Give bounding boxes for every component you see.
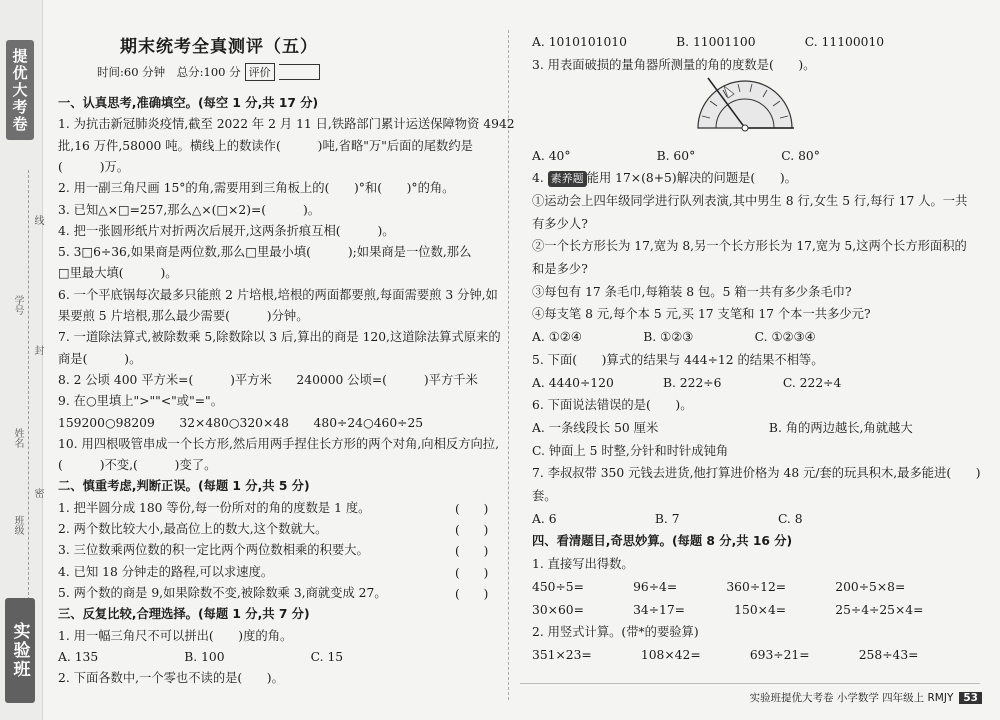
question-line: A. 1010101010 B. 11001100 C. 11100010 [532,35,885,49]
protractor-image [690,76,800,134]
question-line: A. 一条线段长 50 厘米 B. 角的两边越长,角就越大 [532,420,913,435]
section-heading: 四、看清题目,奇思妙算。(每题 8 分,共 16 分) [532,534,793,549]
question-line: 2. 两个数比较大小,最高位上的数大,这个数就大。 [58,522,328,536]
question-line [532,170,797,187]
question-line: 套。 [532,489,557,503]
question-line: 5. 3□6÷36,如果商是两位数,那么□里最小填( );如果商是一位数,那么 [58,245,472,260]
question-line: 30×60= 34÷17= 150×4= 25÷4÷25×4= [532,602,924,617]
question-line: 6. 下面说法错误的是( )。 [532,398,693,413]
question-line: ④每支笔 8 元,每个本 5 元,买 17 支笔和 17 个本一共多少元? [532,307,871,322]
question-line: 4. 把一张圆形纸片对折两次后展开,这两条折痕互相( )。 [58,223,395,238]
answer-paren[interactable]: ( ) [455,586,489,601]
footer-rule [520,683,980,684]
question-line: 159200○98209 32×480○320×48 480÷24○460÷25 [58,415,424,430]
label-xian: 线 [32,215,43,225]
page-number: 53 [959,692,982,704]
question-line: ②一个长方形长为 17,宽为 8,另一个长方形长为 17,宽为 5,这两个长方形面积的 [532,239,967,254]
question-line: 3. 已知△×□=257,那么△×(□×2)=( )。 [58,202,321,217]
label-banji: 班级 [12,515,23,535]
answer-paren[interactable]: ( ) [455,501,489,516]
question-line: 2. 下面各数中,一个零也不读的是( )。 [58,671,284,686]
footer-text: 实验班提优大考卷 小学数学 四年级上 RMJY [749,692,954,704]
question-line: 4. 已知 18 分钟走的路程,可以求速度。 [58,564,274,579]
pingjia-box[interactable] [279,64,320,80]
question-line: 8. 2 公顷 400 平方米=( )平方米 240000 公顷=( )平方千米 [58,372,478,387]
question-line: 商是( )。 [58,351,142,366]
question-line: 和是多少? [532,262,588,276]
question-line: □里最大填( )。 [58,266,178,281]
side-strip [0,0,43,720]
question-line: 2. 用一副三角尺画 15°的角,需要用到三角板上的( )°和( )°的角。 [58,181,455,196]
question-line: 9. 在○里填上">""<"或"="。 [58,394,223,409]
question-line: 果要煎 5 片培根,那么最少需要( )分钟。 [58,309,309,323]
brand-logo-bottom: 实验班 [5,598,35,703]
question-line: 7. 李叔叔带 350 元钱去进货,他打算进价格为 48 元/套的玩具积木,最多能进( ) [532,466,981,481]
answer-paren[interactable]: ( ) [455,565,489,580]
answer-paren[interactable]: ( ) [455,544,489,559]
question-line: 10. 用四根吸管串成一个长方形,然后用两手捏住长方形的两个对角,向相反方向拉, [58,436,499,451]
question-line: 6. 一个平底锅每次最多只能煎 2 片培根,培根的两面都要煎,每面需要煎 3 分钟,如 [58,287,498,302]
question-line: 5. 两个数的商是 9,如果除数不变,被除数乘 3,商就变成 27。 [58,585,387,600]
question-line: 批,16 万件,58000 吨。横线上的数读作( )吨,省略"万"后面的尾数约是 [58,138,473,153]
section-heading: 三、反复比较,合理选择。(每题 1 分,共 7 分) [58,607,310,622]
binding-line [28,170,29,600]
question-line: A. 6 B. 7 C. 8 [532,511,803,526]
label-feng: 封 [32,345,43,355]
exam-meta [97,63,320,81]
section-heading: 二、慎重考虑,判断正误。(每题 1 分,共 5 分) [58,479,310,494]
question-line: 5. 下面( )算式的结果与 444÷12 的结果不相等。 [532,352,824,367]
question-line: A. ①②④ B. ①②③ C. ①②③④ [532,330,816,345]
label-xingming: 姓名 [12,428,23,448]
brand-logo-top: 提优大考卷 [6,40,34,140]
question-line: 7. 一道除法算式,被除数乘 5,除数除以 3 后,算出的商是 120,这道除法算式原来的 [58,330,501,345]
question-line: ①运动会上四年级同学进行队列表演,其中男生 8 行,女生 5 行,每行 17 人。一共 [532,193,968,208]
question-line: 450÷5= 96÷4= 360÷12= 200÷5×8= [532,579,906,594]
question-line: A. 135 B. 100 C. 15 [58,649,344,664]
question-line: ③每包有 17 条毛巾,每箱装 8 包。5 箱一共有多少条毛巾? [532,284,852,299]
exam-title: 期末统考全真测评（五） [120,37,318,57]
pingjia-label: 评价 [245,63,275,81]
footer [749,690,982,705]
question-line: 1. 用一幅三角尺不可以拼出( )度的角。 [58,628,293,643]
label-xuehao: 学号 [12,295,23,315]
question-line: 351×23= 108×42= 693÷21= 258÷43= [532,647,919,662]
question-line: 3. 用表面破损的量角器所测量的角的度数是( )。 [532,57,816,72]
question-line: 1. 为抗击新冠肺炎疫情,截至 2022 年 2 月 11 日,铁路部门累计运送保障物资 4942 [58,117,515,132]
question-text: 能用 17×(8+5)解决的问题是( )。 [586,171,797,186]
question-line: A. 40° B. 60° C. 80° [532,148,820,163]
question-line: ( )不变,( )变了。 [58,458,217,473]
question-line: 有多少人? [532,216,588,231]
question-line: 1. 把半圆分成 180 等份,每一份所对的角的度数是 1 度。 [58,500,371,515]
suyang-badge: 素养题 [548,171,587,187]
question-line: 2. 用竖式计算。(带*的要验算) [532,625,699,640]
question-line: 3. 三位数乘两位数的积一定比两个两位数相乘的积要大。 [58,543,369,558]
answer-paren[interactable]: ( ) [455,523,489,537]
label-mi: 密 [32,488,43,498]
question-line: ( )万。 [58,159,130,174]
section-heading: 一、认真思考,准确填空。(每空 1 分,共 17 分) [58,96,319,110]
question-line: A. 4440÷120 B. 222÷6 C. 222÷4 [532,375,842,390]
question-number: 4. [532,171,548,186]
time-score: 时间:60 分钟 总分:100 分 [97,65,241,79]
question-line: C. 钟面上 5 时整,分针和时针成钝角 [532,443,729,458]
question-line: 1. 直接写出得数。 [532,557,634,572]
